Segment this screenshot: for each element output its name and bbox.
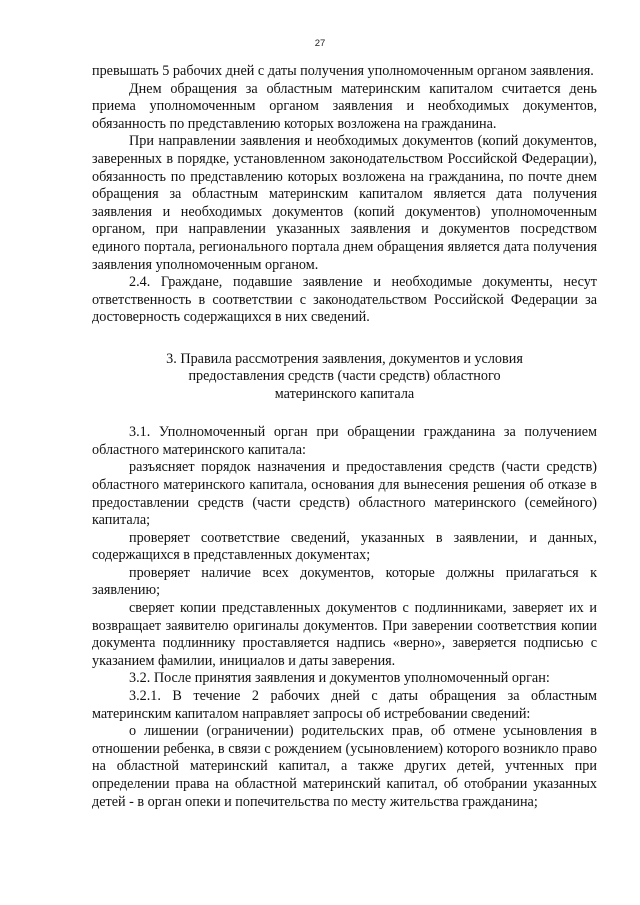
paragraph: При направлении заявления и необходимых документов (копий документов, заверенных в порядке, установленном законодательством Российской Федерации), обязанность по представлению которых возложена на гражданина, по почте днем обращения за областным материнским капиталом является дата получения заявления и необходимых документов (копий документов) уполномоченным органом, при направлении указанных заявления и документов посредством единого портала, регионального портала днем обращения является дата получения заявления уполномоченным органом. bbox=[92, 133, 597, 273]
paragraph: превышать 5 рабочих дней с даты получения уполномоченным органом заявления. bbox=[92, 63, 594, 79]
paragraph: проверяет соответствие сведений, указанных в заявлении, и данных, содержащихся в представленных документах; bbox=[92, 529, 597, 564]
paragraph: разъясняет порядок назначения и предоставления средств (части средств) областного материнского капитала, основания для вынесения решения об отказе в предоставлении средств (части средств) областного материнского (семейного) капитала; bbox=[92, 459, 597, 529]
page-number: 27 bbox=[314, 38, 326, 49]
section-heading-line: материнского капитала bbox=[274, 385, 415, 402]
section-heading-line: 3. Правила рассмотрения заявления, документов и условия bbox=[166, 350, 523, 367]
paragraph: 3.2.1. В течение 2 рабочих дней с даты обращения за областным материнским капиталом направляет запросы об истребовании сведений: bbox=[92, 688, 597, 722]
paragraph: 2.4. Граждане, подавшие заявление и необходимые документы, несут ответственность в соответствии с законодательством Российской Федерации за достоверность содержащихся в них сведений. bbox=[92, 274, 597, 326]
document-body bbox=[92, 63, 597, 811]
paragraph: сверяет копии представленных документов с подлинниками, заверяет их и возвращает заявителю оригиналы документов. При заверении соответствия копии документа подлиннику проставляется надпись «верно», заверяется подписью с указанием фамилии, инициалов и даты заверения. bbox=[92, 600, 597, 669]
paragraph: 3.1. Уполномоченный орган при обращении гражданина за получением областного материнского капитала: bbox=[92, 424, 597, 458]
section-heading bbox=[92, 351, 597, 403]
paragraph: проверяет наличие всех документов, которые должны прилагаться к заявлению; bbox=[92, 564, 597, 599]
paragraph: Днем обращения за областным материнским капиталом считается день приема уполномоченным органом заявления и необходимых документов, обязанность по представлению которых возложена на гражданина. bbox=[92, 80, 597, 132]
paragraph: 3.2. После принятия заявления и документов уполномоченный орган: bbox=[129, 670, 550, 687]
section-heading-line: предоставления средств (части средств) областного bbox=[188, 368, 501, 385]
paragraph: о лишении (ограничении) родительских прав, об отмене усыновления в отношении ребенка, в связи с рождением (усыновлением) которого возникло право на областной материнский капитал, а также других детей, учтенных при определении права на областной материнский капитал, об отобрании указанных детей - в орган опеки и попечительства по месту жительства гражданина; bbox=[92, 723, 597, 810]
